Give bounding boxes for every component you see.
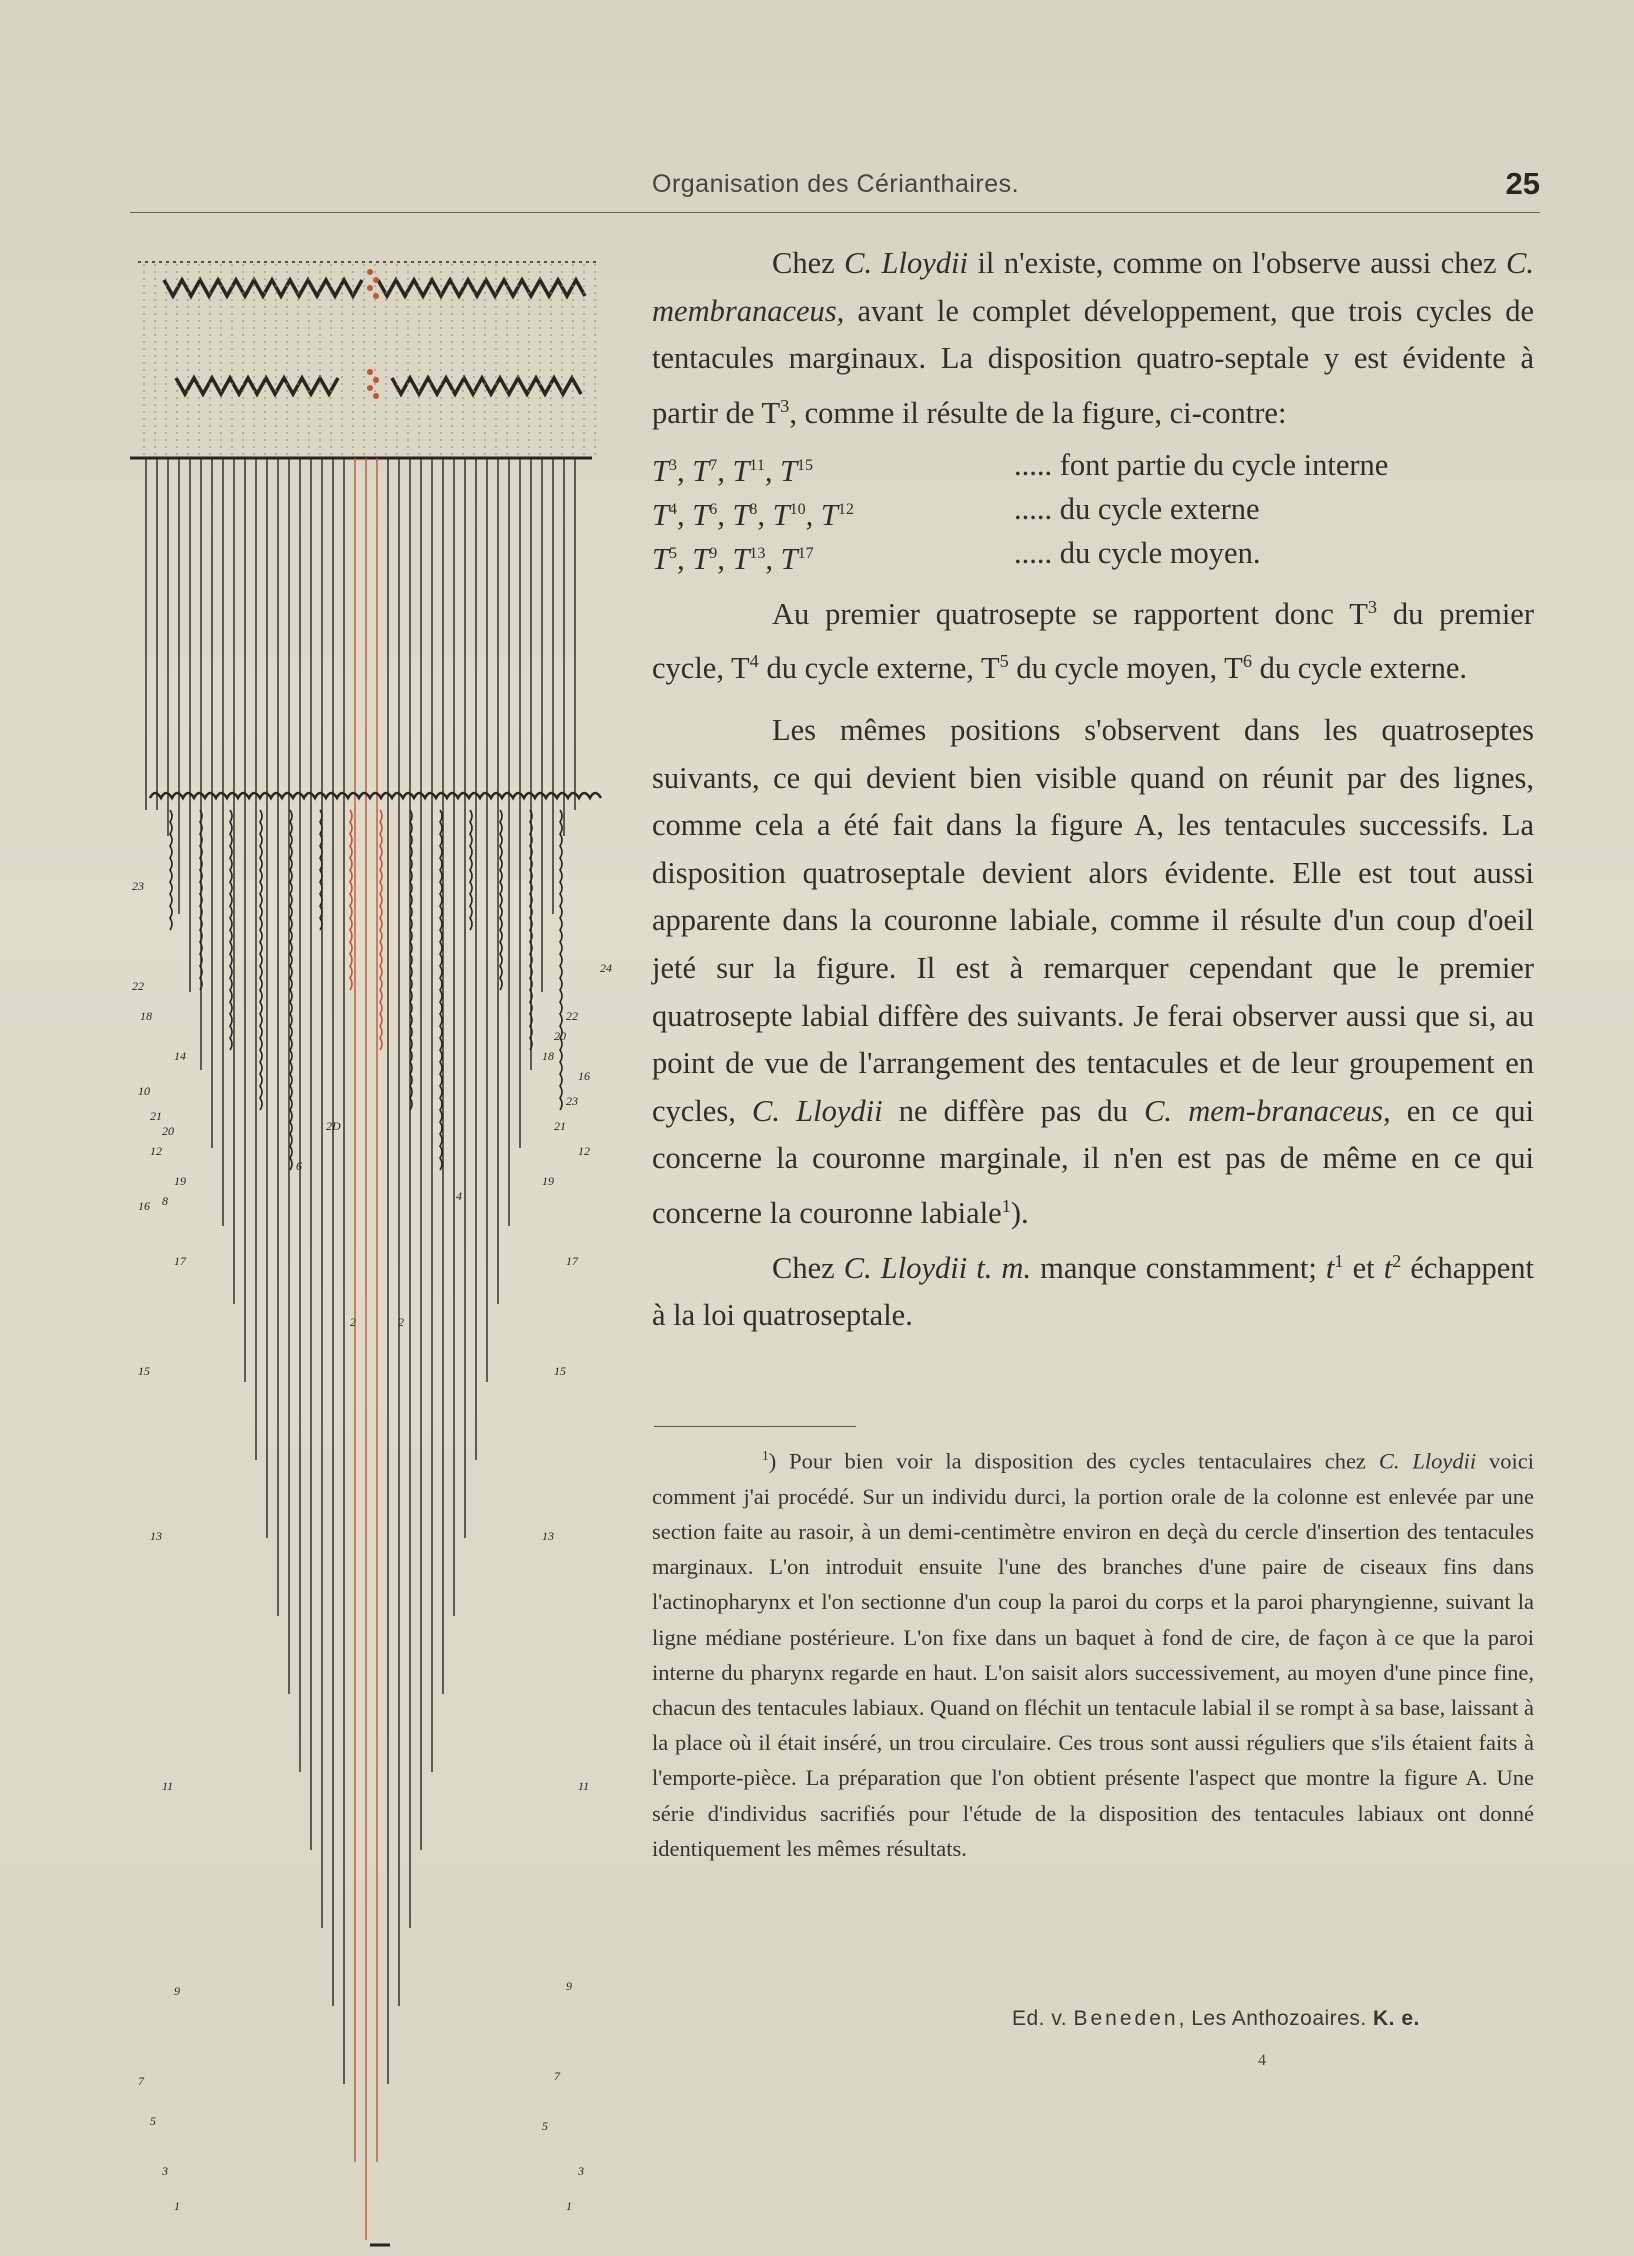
footnote-rule (654, 1426, 856, 1427)
figure-right-label: 9 (566, 1979, 572, 1993)
page-number: 25 (1505, 166, 1540, 201)
figure-right-label: 11 (578, 1779, 590, 1793)
cycle-label: ..... font partie du cycle interne (1014, 447, 1389, 482)
center-red-dot (367, 385, 373, 391)
cycle-terms: $T^5$, $T^9$, $T^{13}$, $T^{17}$ (652, 541, 814, 576)
figure-right-label: 17 (566, 1254, 578, 1268)
figure-right-label: 16 (578, 1069, 590, 1083)
figure-right-label: 22 (566, 1009, 578, 1023)
wavy-tentacle (170, 810, 172, 930)
figure-right-label: 3 (578, 2164, 584, 2178)
center-red-dot (367, 269, 373, 275)
center-red-dot (367, 285, 373, 291)
figure-left-label: 5 (150, 2114, 156, 2128)
marginal-zigzag-left (164, 280, 362, 296)
cycle-row-moyen (652, 530, 1534, 574)
figure-left-label: 11 (162, 1779, 174, 1793)
center-red-dot (373, 293, 379, 299)
sheet-number: 4 (1258, 2052, 1266, 2069)
main-text (652, 240, 1534, 1340)
figure-center-label: 6 (296, 1159, 302, 1173)
figure-right-label: 7 (554, 2069, 560, 2083)
paragraph-4: Chez C. Lloydii t. m. manque constamment; $t^1$ et $t^2$ échappent à la loi quatroseptale. (652, 1250, 1534, 1333)
figure-right-label: 13 (542, 1529, 554, 1543)
figure-left-label: 21 (150, 1109, 162, 1123)
figure-right-label: 20 (554, 1029, 566, 1043)
figure-center-label: 4 (456, 1189, 462, 1203)
figure-right-label: 23 (566, 1094, 578, 1108)
labial-zigzag-left (176, 378, 338, 394)
printer-signature: Ed. v. Beneden, Les Anthozoaires. K. e. (1012, 2007, 1420, 2030)
figure-right-label: 18 (542, 1049, 554, 1063)
footnote: $^1$) Pour bien voir la disposition des cycles tentaculaires chez C. Lloydii voici comment j'ai procédé. Sur un individu durci, la portion orale de la colonne est enlevée par une section faite au rasoir, à un demi-centimètre environ en deçà du cercle d'insertion des tentacules marginaux. L'on introduit ensuite l'une des branches d'une paire de ciseaux fins dans l'actinopharynx et l'on sectionne d'un coup la paroi du corps et la paroi pharyngienne, suivant la ligne médiane postérieure. L'on fixe dans un baquet à fond de cire, de façon à ce que la paroi interne du pharynx regarde en haut. L'on saisit alors successivement, au moyen d'une pince fine, chacun des tentacules labiaux. Quand on fléchit un tentacule labial il se rompt à sa base, laissant à la place où il était inséré, un trou circulaire. Ces trous sont aussi réguliers que s'ils étaient faits à l'emporte-pièce. La préparation que l'on obtient présente l'aspect que montre la figure A. Une série d'individus sacrifiés pour l'étude de la disposition des tentacules labiaux ont donné identiquement les mêmes résultats. (652, 1448, 1534, 1861)
figure-center-label: 2 (398, 1315, 404, 1329)
figure-center-label: 2D (326, 1119, 341, 1133)
center-red-dot (373, 393, 379, 399)
figure-left-label: 18 (140, 1009, 152, 1023)
cycle-terms: $T^3$, $T^7$, $T^{11}$, $T^{15}$ (652, 453, 814, 488)
figure-left-label: 9 (174, 1984, 180, 1998)
running-title: Organisation des Cérianthaires. (652, 170, 1020, 198)
figure-left-label: 7 (138, 2074, 144, 2088)
figure-left-label: 19 (174, 1174, 186, 1188)
running-header (130, 168, 1540, 213)
wavy-tentacle (500, 810, 502, 990)
paragraph-2: Au premier quatrosepte se rapportent donc $T^3$ du premier cycle, $T^4$ du cycle externe, $T^5$ du cycle moyen, $T^6$ du cycle externe. (652, 596, 1534, 686)
figure-left-label: 3 (162, 2164, 168, 2178)
wavy-tentacle (230, 810, 232, 1050)
wavy-tentacle (440, 810, 442, 1170)
figure-right-label: 19 (542, 1174, 554, 1188)
paragraph-3: Les mêmes positions s'observent dans les quatroseptes suivants, ce qui devient bien visible quand on réunit par des lignes, comme cela a été fait dans la figure A, les tentacules successifs. La disposition quatroseptale devient alors évidente. Elle est tout aussi apparente dans la couronne labiale, comme il résulte d'un coup d'oeil jeté sur la figure. Il est à remarquer cependant que le premier quatrosepte labial diffère des suivants. Je ferai observer aussi que si, au point de vue de l'arrangement des tentacules et de leur groupement en cycles, C. Lloydii ne diffère pas du C. mem-branaceus, en ce qui concerne la couronne marginale, il n'en est pas de même en ce qui concerne la couronne labiale$^1$). (652, 713, 1534, 1231)
figure-left-label: 20 (162, 1124, 174, 1138)
marginal-zigzag-right (378, 280, 585, 296)
wavy-tentacle (470, 810, 472, 930)
tentacle-arrangement-figure (130, 250, 620, 2250)
wavy-tentacle (350, 810, 352, 990)
labial-curtain-line (150, 793, 601, 798)
figure-left-label: 8 (162, 1194, 168, 1208)
figure-left-label: 10 (138, 1084, 150, 1098)
figure-left-label: 14 (174, 1049, 186, 1063)
center-red-dot (373, 377, 379, 383)
figure-right-label: 15 (554, 1364, 566, 1378)
labial-zigzag-right (392, 378, 581, 394)
figure-left-label: 23 (132, 879, 144, 893)
figure-left-label: 16 (138, 1199, 150, 1213)
figure-center-label: 2 (350, 1315, 356, 1329)
wavy-tentacle (560, 810, 562, 1110)
figure-right-label: 21 (554, 1119, 566, 1133)
figure-left-label: 17 (174, 1254, 186, 1268)
footnote-marker: 1 (762, 1448, 769, 1463)
figure-right-label: 5 (542, 2119, 548, 2133)
cycle-label: ..... du cycle moyen. (1014, 535, 1261, 570)
figure-right-label: 24 (600, 961, 612, 975)
paragraph-1: Chez C. Lloydii il n'existe, comme on l'observe aussi chez C. membranaceus, avant le complet développement, que trois cycles de tentacules marginaux. La disposition quatro-septale y est évidente à partir de $T^3$, comme il résulte de la figure, ci-contre: (652, 246, 1535, 430)
center-red-dot (367, 369, 373, 375)
cycle-row-interne (652, 442, 1534, 486)
figure-left-label: 1 (174, 2199, 180, 2213)
figure-right-label: 1 (566, 2199, 572, 2213)
wavy-tentacle (260, 810, 262, 1110)
figure-left-label: 12 (150, 1144, 162, 1158)
wavy-tentacle (290, 810, 292, 1170)
center-red-dot (373, 277, 379, 283)
cycle-terms: $T^4$, $T^6$, $T^8$, $T^{10}$, $T^{12}$ (652, 497, 854, 532)
figure-left-label: 15 (138, 1364, 150, 1378)
wavy-tentacle (380, 810, 382, 1050)
cycle-label: ..... du cycle externe (1014, 491, 1260, 526)
cycle-row-externe (652, 486, 1534, 530)
figure-right-label: 12 (578, 1144, 590, 1158)
figure-left-label: 13 (150, 1529, 162, 1543)
tentacle-cycle-list (652, 442, 1534, 574)
figure-left-label: 22 (132, 979, 144, 993)
